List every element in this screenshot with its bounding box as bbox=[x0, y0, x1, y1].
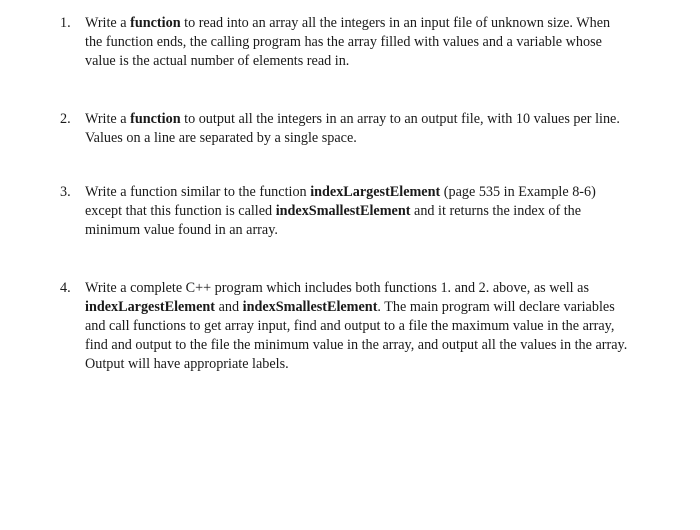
bold-term: function bbox=[130, 15, 181, 31]
bold-term: indexLargestElement bbox=[85, 299, 216, 315]
bold-term: indexSmallestElement bbox=[275, 203, 411, 219]
text-segment: . The main program will declare variables and call functions to get array input, find and output to a file the maximum value in the array, find and output to the file the minimum value in the array, and output all the values in the array. Output will have appropriate labels. bbox=[85, 299, 628, 372]
list-item bbox=[60, 110, 630, 148]
text-segment: Write a bbox=[85, 111, 131, 127]
item-number: 4. bbox=[60, 280, 71, 296]
item-text bbox=[85, 14, 630, 71]
text-segment: and it returns the index of the minimum value found in an array. bbox=[85, 203, 582, 238]
text-segment: Write a bbox=[85, 15, 131, 31]
bold-term: indexLargestElement bbox=[310, 184, 441, 200]
item-text bbox=[85, 183, 630, 240]
text-segment: Write a function similar to the function bbox=[85, 184, 311, 200]
text-segment: (page 535 in Example 8-6) except that this function is called bbox=[85, 184, 596, 219]
text-segment: to output all the integers in an array to an output file, with 10 values per line. Values on a line are separated by a single space. bbox=[85, 111, 620, 146]
bold-term: indexSmallestElement bbox=[242, 299, 378, 315]
item-number: 2. bbox=[60, 111, 71, 127]
item-number: 3. bbox=[60, 184, 71, 200]
text-segment: and bbox=[215, 299, 243, 315]
item-text bbox=[85, 110, 630, 148]
item-text bbox=[85, 279, 630, 374]
text-segment: Write a complete C++ program which includes both functions 1. and 2. above, as well as bbox=[85, 280, 589, 296]
text-segment: to read into an array all the integers in an input file of unknown size. When the function ends, the calling program has the array filled with values and a variable whose value is the actual number of elements read in. bbox=[85, 15, 611, 69]
bold-term: function bbox=[130, 111, 181, 127]
item-number: 1. bbox=[60, 15, 71, 31]
list-item bbox=[60, 279, 630, 374]
list-item bbox=[60, 183, 630, 240]
list-item bbox=[60, 14, 630, 71]
